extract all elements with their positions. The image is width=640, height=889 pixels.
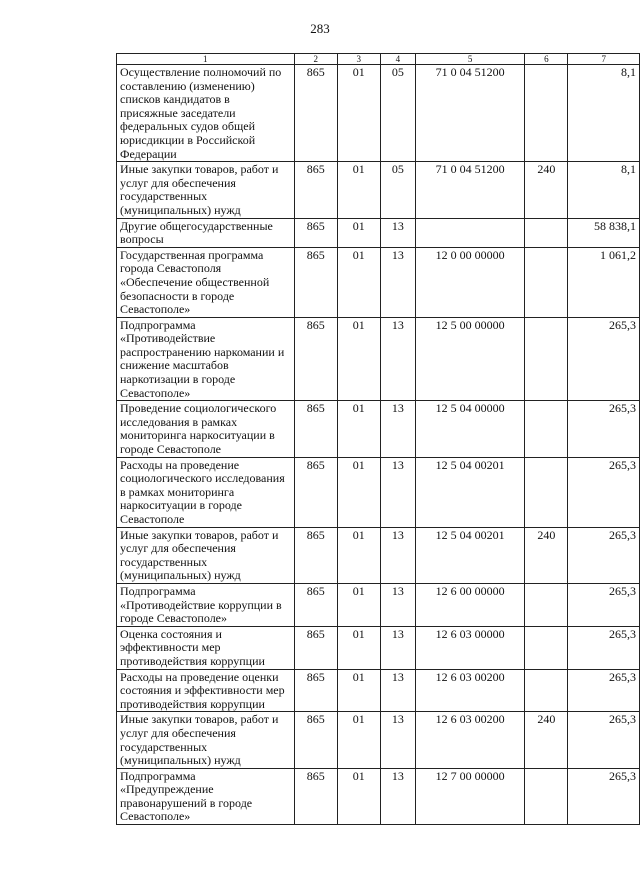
cell-sum: 58 838,1 <box>568 218 640 247</box>
table-row <box>117 626 640 669</box>
cell-rz: 01 <box>337 317 380 401</box>
cell-vr <box>525 65 568 162</box>
cell-ved: 865 <box>294 712 337 768</box>
cell-ved: 865 <box>294 401 337 457</box>
cell-name: Расходы на проведение социологического исследования в рамках мониторинга наркоситуации в городе Севастополе <box>117 457 295 527</box>
cell-ved: 865 <box>294 247 337 317</box>
cell-pr: 13 <box>380 218 415 247</box>
cell-sum: 265,3 <box>568 457 640 527</box>
cell-ved: 865 <box>294 162 337 218</box>
cell-vr: 240 <box>525 527 568 583</box>
cell-vr <box>525 457 568 527</box>
cell-csr: 12 6 03 00200 <box>416 669 525 712</box>
table-row <box>117 527 640 583</box>
cell-pr: 05 <box>380 65 415 162</box>
header-col-1: 1 <box>117 54 295 65</box>
cell-rz: 01 <box>337 669 380 712</box>
cell-csr: 12 6 00 00000 <box>416 583 525 626</box>
cell-csr: 12 5 00 00000 <box>416 317 525 401</box>
cell-sum: 265,3 <box>568 626 640 669</box>
cell-name: Иные закупки товаров, работ и услуг для обеспечения государственных (муниципальных) нужд <box>117 527 295 583</box>
cell-sum: 265,3 <box>568 527 640 583</box>
cell-rz: 01 <box>337 457 380 527</box>
cell-sum: 265,3 <box>568 317 640 401</box>
cell-pr: 13 <box>380 669 415 712</box>
cell-ved: 865 <box>294 218 337 247</box>
cell-pr: 13 <box>380 712 415 768</box>
cell-sum: 265,3 <box>568 401 640 457</box>
cell-pr: 13 <box>380 401 415 457</box>
cell-csr: 12 6 03 00000 <box>416 626 525 669</box>
cell-vr <box>525 583 568 626</box>
cell-vr: 240 <box>525 162 568 218</box>
table-header-row <box>117 54 640 65</box>
cell-vr <box>525 669 568 712</box>
table-row <box>117 65 640 162</box>
cell-rz: 01 <box>337 712 380 768</box>
header-col-4: 4 <box>380 54 415 65</box>
cell-pr: 13 <box>380 317 415 401</box>
cell-name: Оценка состояния и эффективности мер противодействия коррупции <box>117 626 295 669</box>
table-row <box>117 768 640 824</box>
cell-pr: 13 <box>380 768 415 824</box>
budget-table <box>116 53 640 825</box>
page-number: 283 <box>310 21 330 36</box>
cell-pr: 13 <box>380 583 415 626</box>
cell-ved: 865 <box>294 669 337 712</box>
cell-name: Расходы на проведение оценки состояния и эффективности мер противодействия коррупции <box>117 669 295 712</box>
cell-pr: 05 <box>380 162 415 218</box>
header-col-3: 3 <box>337 54 380 65</box>
cell-vr: 240 <box>525 712 568 768</box>
cell-ved: 865 <box>294 583 337 626</box>
cell-name: Подпрограмма «Противодействие распространению наркомании и снижение масштабов наркотизации в городе Севастополе» <box>117 317 295 401</box>
cell-vr <box>525 218 568 247</box>
table-row <box>117 583 640 626</box>
cell-csr: 12 6 03 00200 <box>416 712 525 768</box>
cell-name: Другие общегосударственные вопросы <box>117 218 295 247</box>
cell-ved: 865 <box>294 527 337 583</box>
cell-rz: 01 <box>337 162 380 218</box>
cell-sum: 265,3 <box>568 768 640 824</box>
table-row <box>117 317 640 401</box>
cell-name: Иные закупки товаров, работ и услуг для обеспечения государственных (муниципальных) нужд <box>117 162 295 218</box>
cell-vr <box>525 768 568 824</box>
header-col-7: 7 <box>568 54 640 65</box>
cell-rz: 01 <box>337 583 380 626</box>
cell-csr: 12 5 04 00201 <box>416 527 525 583</box>
cell-csr: 12 0 00 00000 <box>416 247 525 317</box>
cell-rz: 01 <box>337 401 380 457</box>
cell-name: Подпрограмма «Противодействие коррупции в городе Севастополе» <box>117 583 295 626</box>
table-row <box>117 162 640 218</box>
header-col-2: 2 <box>294 54 337 65</box>
cell-sum: 265,3 <box>568 669 640 712</box>
cell-name: Подпрограмма «Предупреждение правонарушений в городе Севастополе» <box>117 768 295 824</box>
cell-rz: 01 <box>337 65 380 162</box>
cell-name: Осуществление полномочий по составлению (изменению) списков кандидатов в присяжные заседатели федеральных судов общей юрисдикции в Российской Федерации <box>117 65 295 162</box>
table-row <box>117 247 640 317</box>
cell-csr: 71 0 04 51200 <box>416 65 525 162</box>
cell-csr: 12 5 04 00000 <box>416 401 525 457</box>
header-col-5: 5 <box>416 54 525 65</box>
cell-vr <box>525 626 568 669</box>
cell-name: Государственная программа города Севастополя «Обеспечение общественной безопасности в городе Севастополе» <box>117 247 295 317</box>
cell-csr: 71 0 04 51200 <box>416 162 525 218</box>
cell-pr: 13 <box>380 457 415 527</box>
cell-csr: 12 7 00 00000 <box>416 768 525 824</box>
cell-csr <box>416 218 525 247</box>
cell-ved: 865 <box>294 317 337 401</box>
cell-sum: 265,3 <box>568 583 640 626</box>
cell-vr <box>525 401 568 457</box>
cell-pr: 13 <box>380 527 415 583</box>
cell-ved: 865 <box>294 65 337 162</box>
cell-pr: 13 <box>380 247 415 317</box>
cell-sum: 1 061,2 <box>568 247 640 317</box>
table-row <box>117 218 640 247</box>
header-col-6: 6 <box>525 54 568 65</box>
cell-rz: 01 <box>337 218 380 247</box>
table-row <box>117 457 640 527</box>
cell-vr <box>525 317 568 401</box>
cell-sum: 8,1 <box>568 162 640 218</box>
cell-rz: 01 <box>337 527 380 583</box>
cell-ved: 865 <box>294 626 337 669</box>
cell-ved: 865 <box>294 768 337 824</box>
cell-rz: 01 <box>337 247 380 317</box>
table-body <box>117 65 640 825</box>
cell-name: Иные закупки товаров, работ и услуг для обеспечения государственных (муниципальных) нужд <box>117 712 295 768</box>
table-row <box>117 669 640 712</box>
cell-vr <box>525 247 568 317</box>
cell-name: Проведение социологического исследования в рамках мониторинга наркоситуации в городе Севастополе <box>117 401 295 457</box>
table-row <box>117 712 640 768</box>
cell-sum: 8,1 <box>568 65 640 162</box>
cell-rz: 01 <box>337 626 380 669</box>
cell-sum: 265,3 <box>568 712 640 768</box>
table-row <box>117 401 640 457</box>
cell-pr: 13 <box>380 626 415 669</box>
cell-csr: 12 5 04 00201 <box>416 457 525 527</box>
cell-rz: 01 <box>337 768 380 824</box>
cell-ved: 865 <box>294 457 337 527</box>
